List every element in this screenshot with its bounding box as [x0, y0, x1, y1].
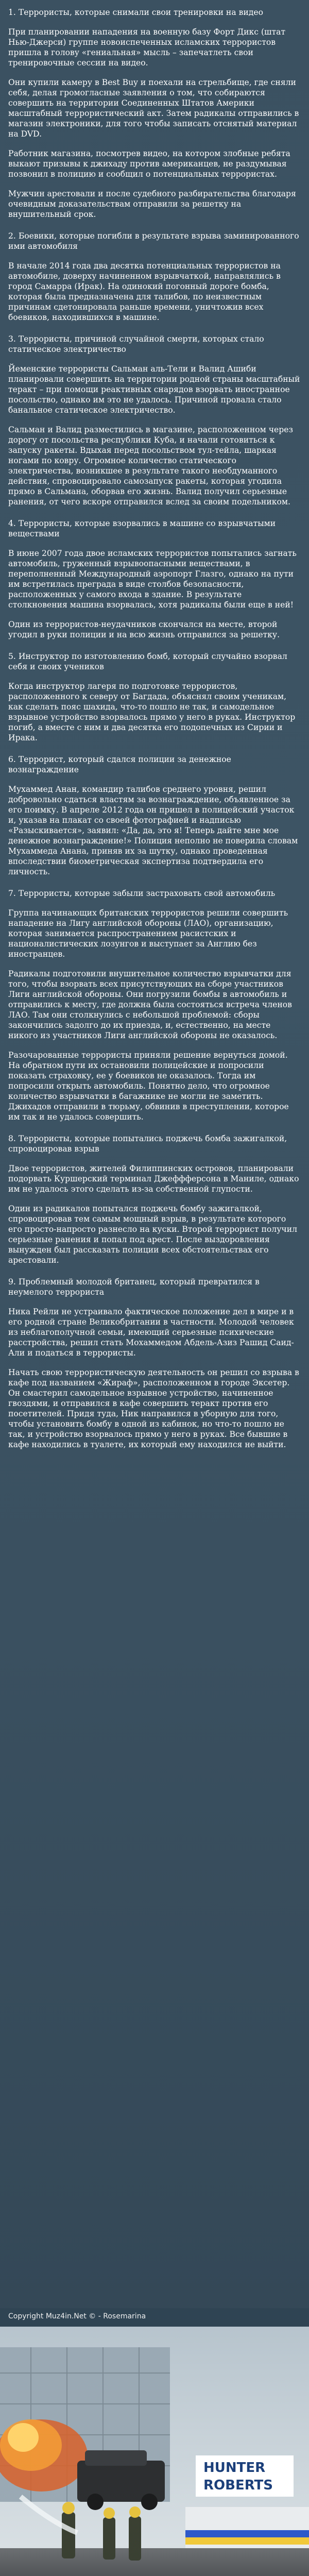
item-paragraph: При планировании нападения на военную базу Форт Дикс (штат Нью-Джерси) группе новоиспеченных исламских террористов пришла в голову «гениальная» мысль – запечатлеть свои тренировочные сессии на видео.	[8, 27, 286, 67]
list-item	[8, 7, 301, 219]
item-paragraph: В начале 2014 года два десятка потенциальных террористов на автомобиле, доверху начиненном взрывчаткой, направлялись в город Самарра (Ирак). На одинокий погонный дороге бомба, которая была предназначена для талибов, по неизвестным причинам сдетонировала раньше времени, уничтожив всех боевиков, находившихся в машине.	[8, 261, 281, 322]
list-item	[8, 1133, 301, 1265]
item-paragraph: Когда инструктор лагеря по подготовке террористов, расположенного к северу от Багдада, объяснял своим ученикам, как сделать пояс шахида, что-то пошло не так, и самодельное взрывное устройство взорвалось прямо у него в руках. Инструктор погиб, а вместе с ним и два десятка его подопечных из Сирии и Ирака.	[8, 682, 296, 742]
airport-attack-photo	[0, 2327, 309, 2576]
item-paragraph: Начать свою террористическую деятельность он решил со взрыва в кафе под названием «Жираф», расположенном в городе Эксетер. Он смастерил самодельное взрывное устройство, начиненное гвоздями, и отправился в кафе совершить теракт против его посетителей. Придя туда, Ник направился в уборную для того, чтобы установить бомбу в одной из кабинок, но что-то пошло не так, и устройство взорвалось прямо у него в руках. Все бывшие в кафе находились в туалете, их который ему находился не выйти.	[8, 1368, 299, 1449]
item-title: 6. Террорист, который сдался полиции за денежное вознаграждение	[8, 755, 231, 774]
item-paragraph: Радикалы подготовили внушительное количество взрывчатки для того, чтобы взорвать всех присутствующих на сборе участников Лиги английской обороны. Они погрузили бомбы в автомобиль и отправились к месту, где должна была состояться встреча членов ЛАО. Там они столкнулись с небольшой проблемой: сборы закончились задолго до их приезда, и, естественно, на месте никого из участников Лиги английской обороны не оказалось.	[8, 969, 292, 1040]
sign-text: ROBERTS	[203, 2478, 273, 2493]
item-title: 8. Террористы, которые попытались поджечь бомба зажигалкой, спровоцировав взрыв	[8, 1134, 287, 1154]
item-title: 5. Инструктор по изготовлению бомб, который случайно взорвал себя и своих учеников	[8, 652, 287, 671]
item-paragraph: Двое террористов, жителей Филиппинских островов, планировали подорвать Куршерский терминал Джеффферсона в Маниле, однако им не удалось этого сделать из-за собственной глупости.	[8, 1164, 299, 1194]
list-item	[8, 518, 301, 640]
item-paragraph: Они купили камеру в Best Buy и поехали на стрельбище, где сняли себя, делая громогласные заявления о том, что собираются совершить на территории Соединенных Штатов Америки масштабный террористический акт. Затем радикалы отправились в магазин электроники, для того чтобы записать отснятый материал на DVD.	[8, 78, 299, 139]
item-paragraph: Разочарованные террористы приняли решение вернуться домой. На обратном пути их остановили полицейские и попросили показать страховку, ее у боевиков не оказалось. Тогда им попросили открыть автомобиль. Понятно дело, что огромное количество взрывчатки в багажнике не могли не заметить. Джихадов отправили в тюрьму, обвинив в преступлении, которое им так и не удалось совершить.	[8, 1050, 289, 1122]
item-paragraph: Сальман и Валид разместились в магазине, расположенном через дорогу от посольства республики Куба, и начали готовиться к запуску ракеты. Вдыхая перед посольством тул-тейла, шаркая ногами по ковру. Огромное количество статического электричества, возникшее в результате такого необдуманного действия, спровоцировало самозапуск ракеты, которая угодила прямо в Сальмана, оборвав его жизнь. Валид получил серьезные ранения, от чего вскоре отправился вслед за своим подельником.	[8, 425, 293, 506]
item-title: 7. Террористы, которые забыли застраховать свой автомобиль	[8, 889, 276, 898]
copyright-credit: Copyright Muz4in.Net © - Rosemarina	[0, 2308, 309, 2327]
item-title: 3. Террористы, причиной случайной смерти, которых стало статическое электричество	[8, 334, 264, 354]
item-paragraph: В июне 2007 года двое исламских террористов попытались загнать автомобиль, груженный взрывоопасными веществами, в переполненный Международный аэропорт Глазго, однако на пути им встретилась преграда в виде столбов безопасности, расположенных у самого входа в здание. В результате столкновения машина взорвалась, хотя радикалы были еще в ней!	[8, 549, 297, 609]
item-paragraph: Йеменские террористы Сальман аль-Тели и Валид Ашиби планировали совершить на территории родной страны масштабный теракт – при помощи реактивных снарядов взорвать иностранное посольство, однако им это не удалось. Причиной провала стало банальное статическое электричество.	[8, 364, 300, 415]
item-paragraph: Работник магазина, посмотрев видео, на котором злобные ребята выкают призывы к джихаду против американцев, не раздумывая позвонил в полицию и сообщил о потенциальных террористах.	[8, 149, 290, 179]
list-item	[8, 231, 301, 323]
photo-illustration	[0, 2327, 309, 2576]
item-paragraph: Один из радикалов попытался поджечь бомбу зажигалкой, спровоцировав тем самым мощный взрыв, в результате которого его просто-напросто разнесло на куски. Второй террорист получил серьезные ранения и попал под арест. После выздоровления вынужден был рассказать полиции всех обстоятельствах его арестовали.	[8, 1204, 297, 1265]
list-item	[8, 754, 301, 877]
item-title: 1. Террористы, которые снимали свои тренировки на видео	[8, 8, 263, 17]
item-paragraph: Мужчин арестовали и после судебного разбирательства благодаря очевидным доказательствам отправили за решетку на внушительный срок.	[8, 189, 296, 219]
sign-text: HUNTER	[203, 2460, 266, 2476]
item-title: 2. Боевики, которые погибли в результате взрыва заминированного ими автомобиля	[8, 231, 299, 251]
item-paragraph: Один из террористов-неудачников скончался на месте, второй угодил в руки полиции и на всю жизнь отправился за решетку.	[8, 620, 280, 639]
list-item	[8, 334, 301, 507]
item-title: 4. Террористы, которые взорвались в машине со взрывчатыми веществами	[8, 519, 276, 538]
list-item	[8, 1277, 301, 1450]
list-item	[8, 651, 301, 743]
item-title: 9. Проблемный молодой британец, который превратился в неумелого террориста	[8, 1277, 260, 1297]
item-paragraph: Ника Рейли не устраивало фактическое положение дел в мире и в его родной стране Великобритании в частности. Молодой человек из неблагополучной семьи, имеющий серьезные психические расстройства, решил стать Мохаммедом Абдель-Азиз Рашид Саид-Али и податься в террористы.	[8, 1307, 294, 1358]
list-item	[8, 888, 301, 1122]
item-paragraph: Мухаммед Анан, командир талибов среднего уровня, решил добровольно сдаться властям за вознаграждение, объявленное за его поимку. В апреле 2012 года он пришел в полицейский участок и, указав на плакат со своей фотографией и надписью «Разыскивается», заявил: «Да, да, это я! Теперь дайте мне мое денежное вознаграждение!» Полиция неполно не поверила словам Мухаммеда Анана, приняв их за шутку, однако проведенная впоследствии биометрическая экспертиза подтвердила его личность.	[8, 785, 298, 876]
item-paragraph: Группа начинающих британских террористов решили совершить нападение на Лигу английской обороны (ЛАО), организацию, которая занимается распространением расистских и националистических лозунгов и выступает за Англию без иностранцев.	[8, 908, 288, 959]
